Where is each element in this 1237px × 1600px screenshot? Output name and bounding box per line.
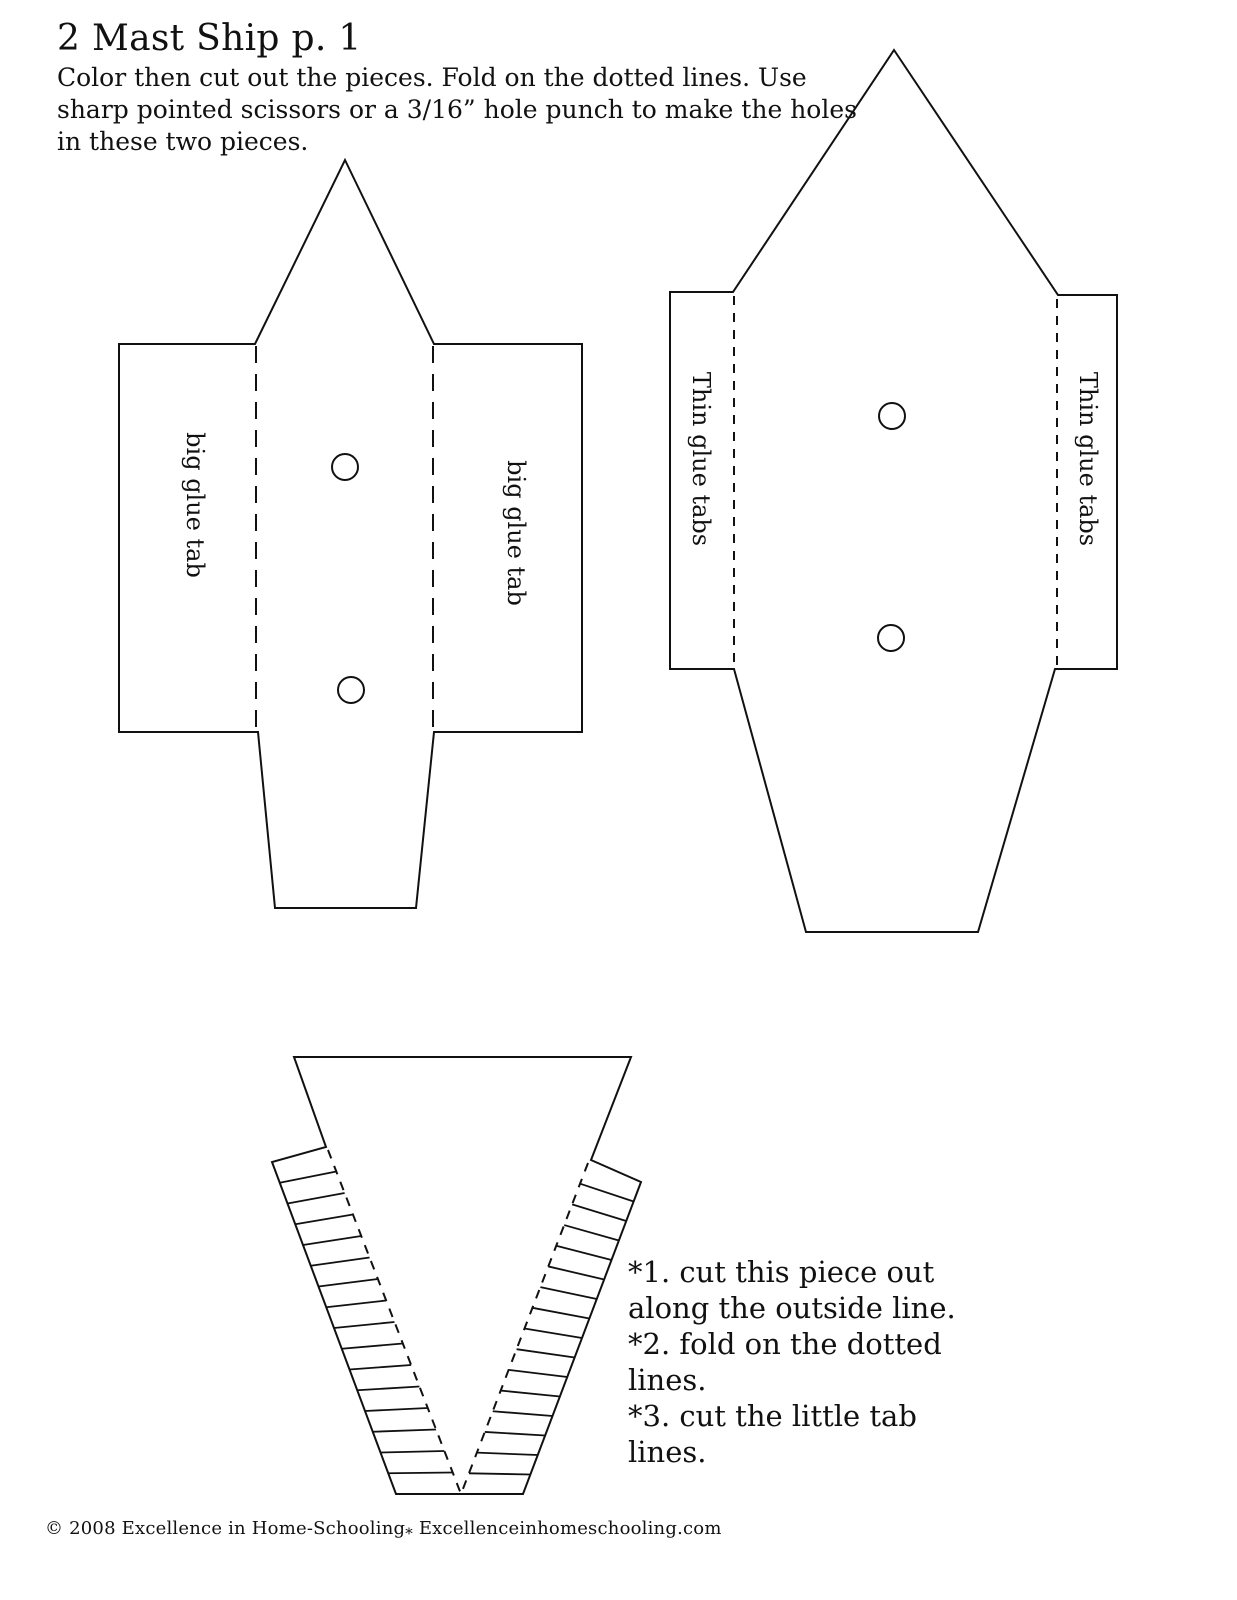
punch-hole xyxy=(879,403,905,429)
tab-cut-line xyxy=(532,1308,589,1319)
tab-cut-line xyxy=(548,1266,604,1279)
instruction-line: *2. fold on the dotted xyxy=(628,1327,942,1361)
instruction-item xyxy=(628,1254,956,1326)
instructions-list xyxy=(628,1254,956,1470)
tab-cut-line xyxy=(477,1453,538,1455)
tab-cut-line xyxy=(501,1391,560,1397)
page-title: 2 Mast Ship p. 1 xyxy=(57,18,362,59)
instruction-item xyxy=(628,1326,956,1398)
tab-cut-line xyxy=(485,1432,545,1436)
tab-cut-line xyxy=(556,1246,611,1260)
intro-line: Color then cut out the pieces. Fold on the dotted lines. Use xyxy=(57,63,807,92)
footer-text: 2008 Excellence in Home-Schooling xyxy=(63,1518,406,1539)
tab-cut-line xyxy=(469,1473,530,1474)
instruction-line: lines. xyxy=(628,1435,707,1469)
tab-cut-line xyxy=(326,1301,386,1308)
tab-label: Thin glue tabs xyxy=(687,371,715,547)
tab-cut-line xyxy=(540,1287,596,1299)
tab-cut-line xyxy=(365,1408,428,1411)
tab-cut-line xyxy=(493,1411,553,1416)
separator-icon: * xyxy=(405,1524,413,1543)
instruction-item xyxy=(628,1398,956,1470)
left-tab-cut-lines xyxy=(280,1172,453,1474)
instruction-line: *3. cut the little tab xyxy=(628,1399,917,1433)
right-hull-piece xyxy=(670,50,1117,932)
right-tab-cut-lines xyxy=(469,1184,634,1475)
tab-cut-line xyxy=(509,1370,568,1377)
tab-cut-line xyxy=(319,1279,378,1287)
intro-line: in these two pieces. xyxy=(57,127,309,156)
instruction-line: *1. cut this piece out xyxy=(628,1255,935,1289)
instruction-line: along the outside line. xyxy=(628,1291,956,1325)
tab-cut-line xyxy=(334,1322,395,1328)
footer xyxy=(45,1518,722,1543)
tab-cut-line xyxy=(295,1215,353,1225)
tab-cut-line xyxy=(564,1225,619,1240)
tab-cut-line xyxy=(288,1193,345,1204)
tab-cut-line xyxy=(388,1473,452,1474)
tab-cut-line xyxy=(280,1172,337,1183)
tab-cut-line xyxy=(311,1258,370,1266)
tab-cut-line xyxy=(580,1184,634,1202)
tab-cut-line xyxy=(357,1387,419,1391)
deck-piece xyxy=(272,1057,641,1494)
punch-hole xyxy=(332,454,358,480)
tab-cut-line xyxy=(517,1349,575,1357)
left-hull-piece xyxy=(119,160,582,908)
instruction-line: lines. xyxy=(628,1363,707,1397)
punch-hole xyxy=(878,625,904,651)
footer-site: Excellenceinhomeschooling.com xyxy=(412,1518,722,1539)
tab-cut-line xyxy=(373,1430,436,1432)
tab-cut-line xyxy=(525,1329,583,1339)
tab-cut-line xyxy=(303,1236,361,1245)
tab-cut-line xyxy=(342,1344,403,1349)
copyright-icon: © xyxy=(45,1518,64,1539)
punch-hole xyxy=(338,677,364,703)
tab-label: Thin glue tabs xyxy=(1074,371,1102,547)
tab-label: big glue tab xyxy=(181,432,209,578)
tab-cut-line xyxy=(572,1204,626,1221)
right-piece-outline xyxy=(670,50,1117,932)
intro-line: sharp pointed scissors or a 3/16” hole punch to make the holes xyxy=(57,95,857,124)
tab-label: big glue tab xyxy=(502,460,530,606)
tab-cut-line xyxy=(350,1365,412,1370)
tab-cut-line xyxy=(381,1451,445,1453)
